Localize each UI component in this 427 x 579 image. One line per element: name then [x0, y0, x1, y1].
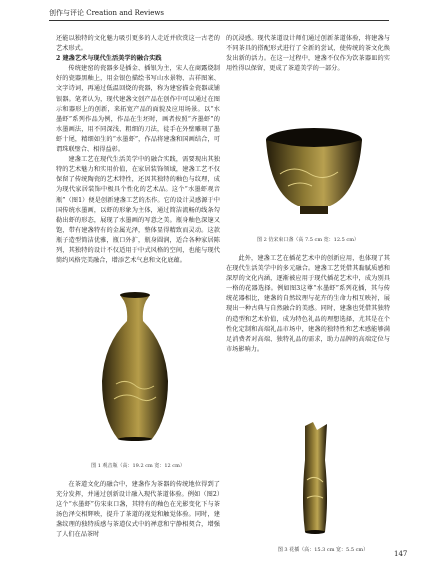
paragraph: 此外，建盏工艺在插花艺术中的创新应用，也体现了其在现代生活美学中的多元融合。建盏工艺凭借其黏腻质感和深厚的文化内涵，逐渐被应用于现代插花艺术中，成为别具一格的花器选择。例如图3这尊“水墨虾”系列花插，其与传统花器相比，建盏的自然纹理与花卉的生命力相互映衬，展现出一种古典与自然融合的美感。同时，建盏也凭借其独特的造型和艺术价值，成为特色礼品的理想选择，尤其是在个性化定制和高端礼品市场中，建盏的独特性和艺术感能够满足消费者对高端、独特礼品的需求，助力品牌的高端定位与市场影响力。	[226, 255, 390, 353]
figure-3-flower-vase-image	[295, 420, 335, 540]
header-rule	[49, 20, 389, 21]
figure-2-caption: 图 2 仿宋束口盏（高 7.5 cm 宽：12.5 cm）	[257, 237, 359, 243]
figure-1-vase-image	[86, 289, 184, 451]
paragraph: 传统建窑的瓷器多是插金、插银为主，宋人在商露烧制好的瓷器黑釉上，用金银色描绘书写山水景物、吉祥图案、文字诗词，再通过低温回烧的瓷器，称为建窑描金瓷器或铺银器。笔者认为，现代建盏文创产品在创作中可以通过在图示和器形上的创新，来拓宽产品的面貌及应用场景。以“水墨虾”系列作品为例，作品在生坯时，画者按照“齐墨虾”的水墨画法，用不同深浅、粗细的刀法，徒手在外壁雕刻了墨虾十尾，精细如生的“水墨虾”，作品将建盏和国画结合，可谓珠联璧合、相得益彰。	[56, 65, 220, 154]
paragraph: 还能以独特的文化魅力吸引更多的人走近并欣赏这一古老的艺术形式。	[56, 35, 220, 53]
section-heading: 2 建盏艺术与现代生活美学的融合实践	[56, 55, 162, 63]
page-number: 147	[394, 550, 408, 558]
right-column-top-text	[226, 34, 390, 74]
right-column-middle-text	[226, 254, 390, 355]
left-column-bottom-text	[56, 480, 220, 541]
figure-2-bowl-image	[258, 114, 370, 224]
paragraph: 在茶道文化的融合中，建盏作为茶器的传统地位得到了充分发挥，并通过创新设计融入现代茶道体验。例如（图2）这个“水墨虾”仿宋束口盏，其特有的釉色在光影变化下与茶汤色泽交相辉映，提升了茶道的视觉和触觉体验。同时，建盏纹理的独特质感与茶道仪式中的禅意和宁静相契合，增强了人们在品茶时	[56, 481, 220, 539]
running-header: 创作与评论 Creation and Reviews	[49, 9, 164, 17]
figure-3-caption: 图 3 花插（高：15.3 cm 宽：5.5 cm）	[277, 547, 369, 553]
paragraph: 建盏工艺在现代生活美学中的融合实践，需要现出其独特的艺术魅力和实用价值，在家居装饰领域，建盏工艺不仅保留了传统陶瓷的艺术特性，还因其独特的釉色与纹理，成为现代家居装饰中极具个性化的艺术品。这个“水墨虾观音瓶”（图1）便是创新建盏工艺的杰作。它的设计灵感源于中国传统水墨画，以虾的形象为主体，通过简洁流畅的线条勾勒出虾的形态，展现了水墨画的写意之美。瓶身釉色深邃又饱，带有建盏特有的金属光泽，整体显得精致而灵动。这款瓶子造型简洁优雅，瓶口外扩，瓶身圆润，适合各种家居陈列，其独特的设计不仅适用于中式风格的空间，也能与现代简约风格完美融合，增添艺术气息和文化底蕴。	[56, 156, 220, 265]
figure-1-caption: 图 1 观音瓶（高：19.2 cm 宽：12 cm）	[91, 463, 185, 469]
left-column-text	[56, 34, 220, 266]
paragraph: 的沉浸感。现代茶道设计师们通过创新茶道体验，将建盏与不同茶具的搭配形式进行了全新的尝试，使传统的茶文化焕发出新的活力。在这一过程中，建盏不仅作为饮茶器皿的实用性得以保留，更成了茶道美学的一部分。	[226, 35, 390, 73]
